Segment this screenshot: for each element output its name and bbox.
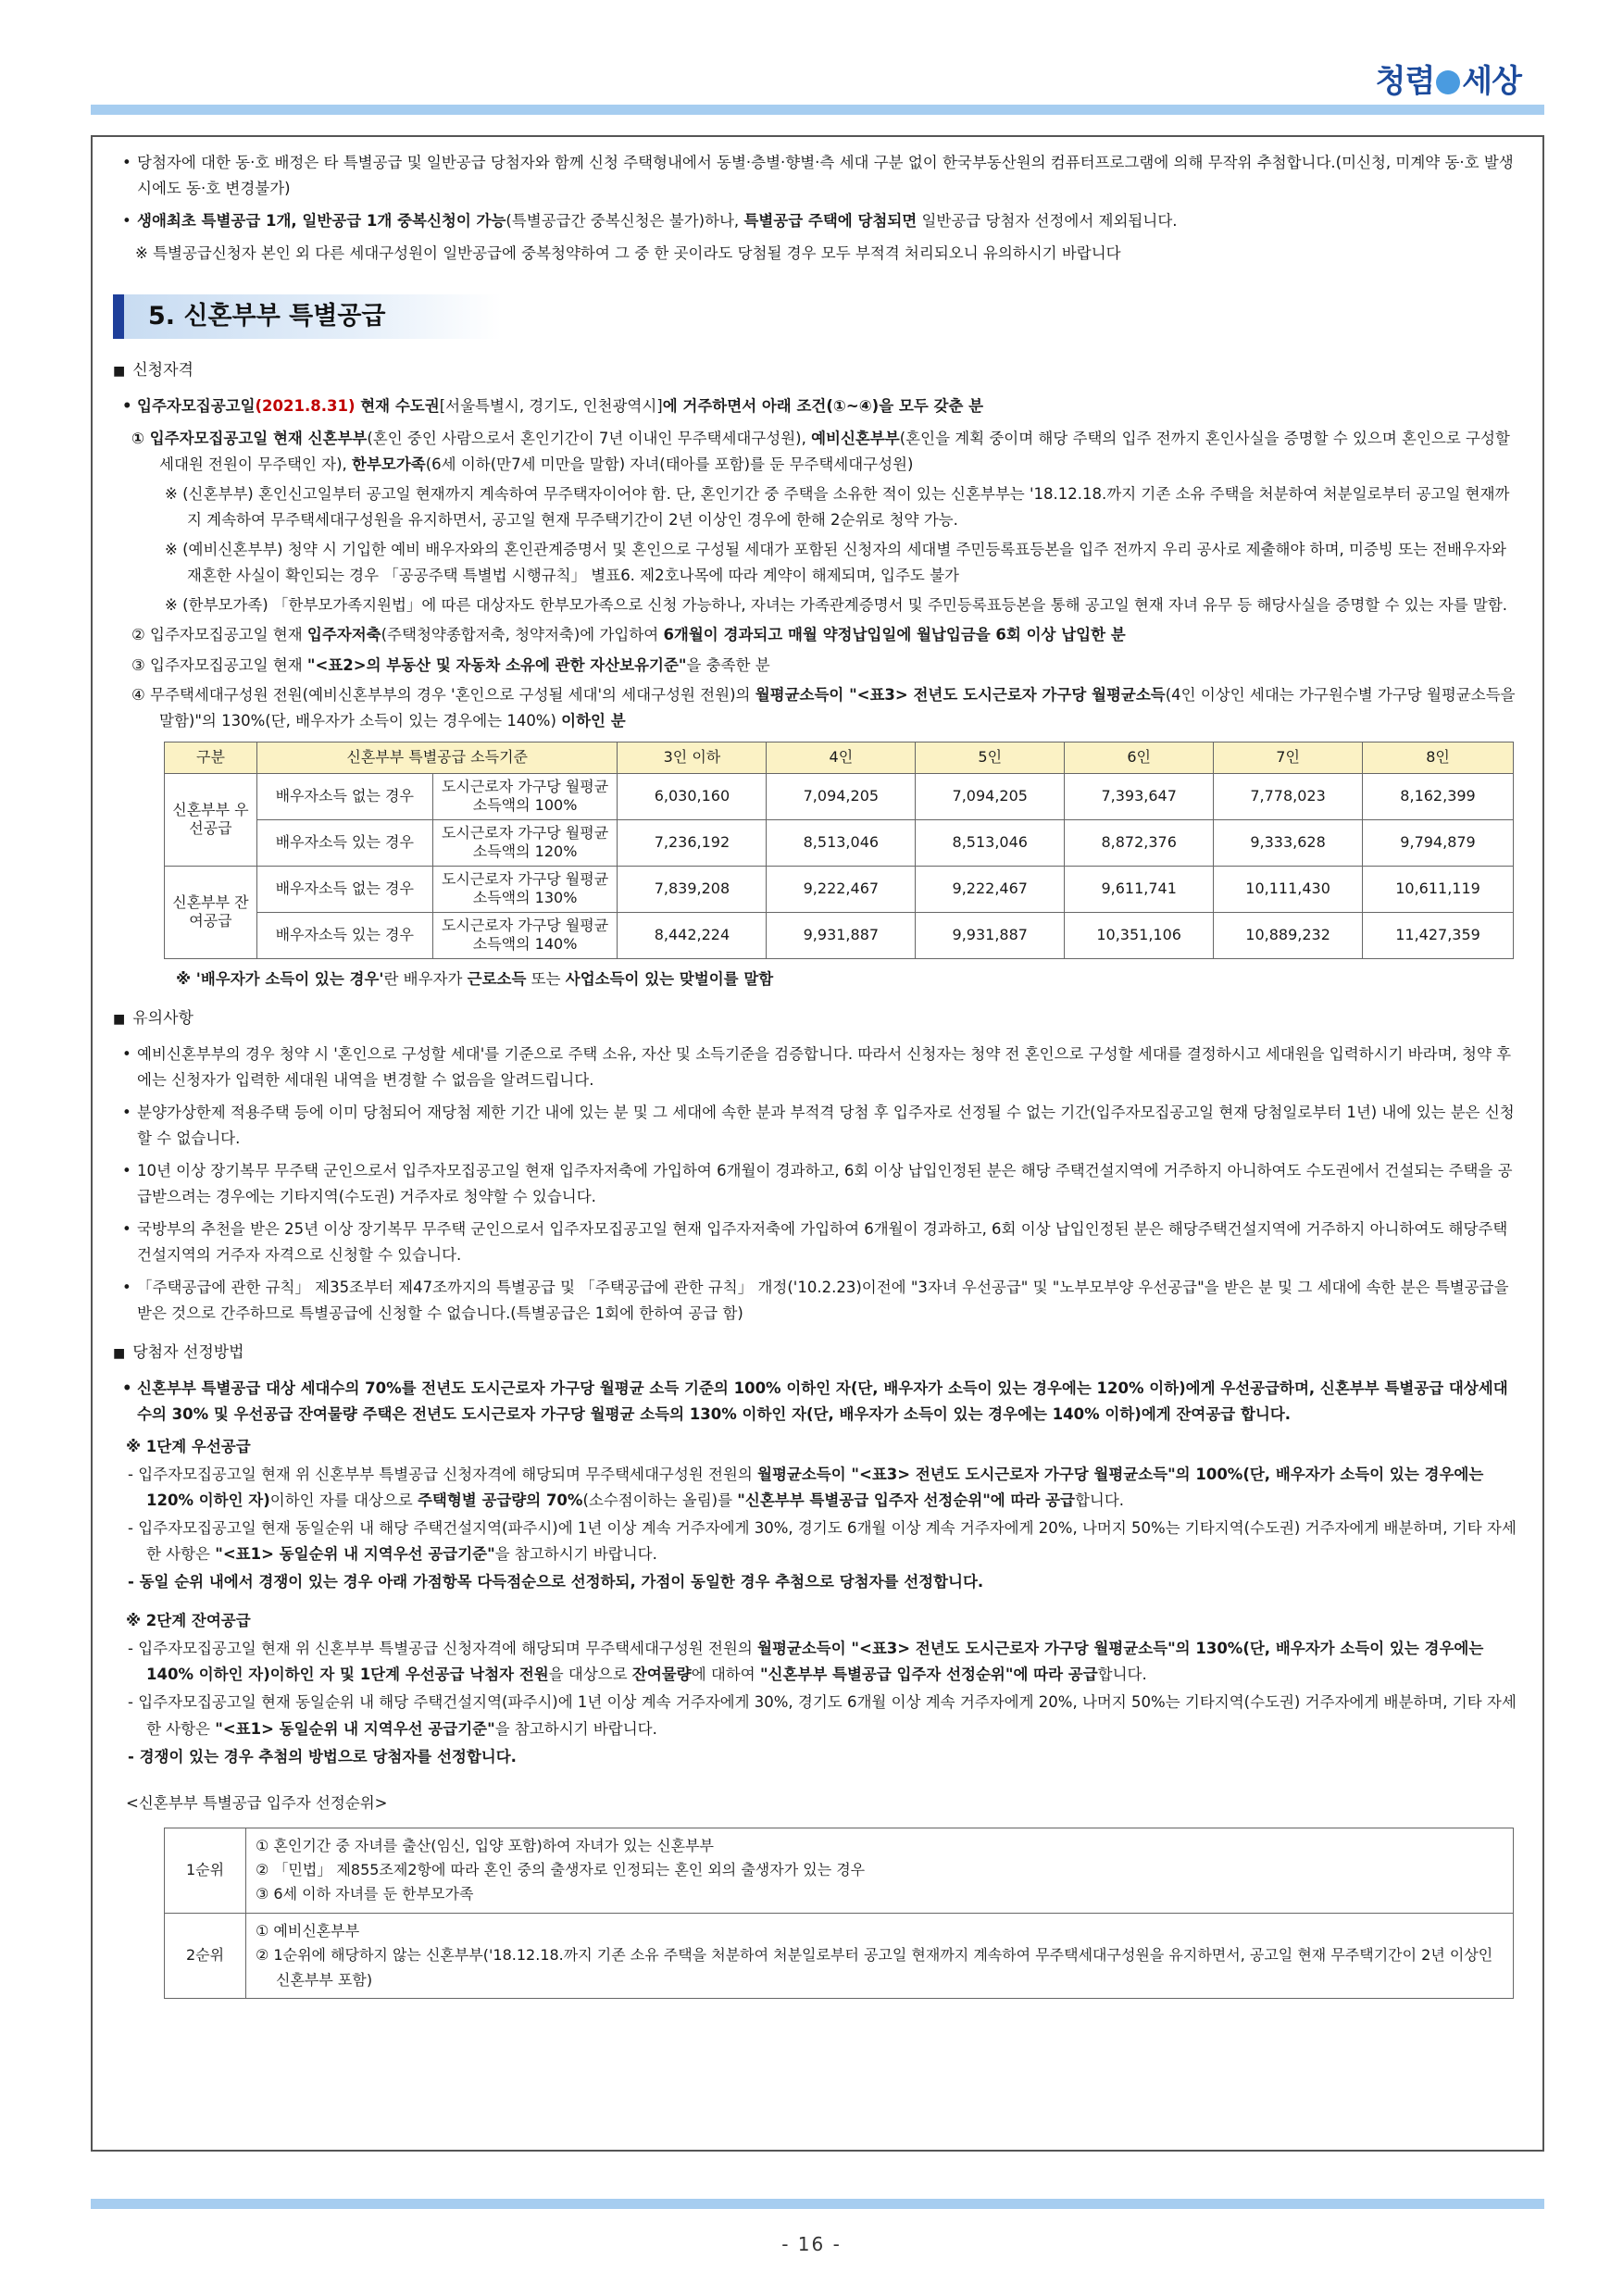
header-4-persons: 4인 <box>767 742 916 773</box>
condition-3: ③ 입주자모집공고일 현재 "<표2>의 부동산 및 자동차 소유에 관한 자산보유기준"을 충족한 분 <box>131 655 770 674</box>
rank-1-label: 1순위 <box>165 1828 246 1913</box>
condition-1-note-single-parent: ※ (한부모가족) 「한부모가족지원법」에 따른 대상자도 한부모가족으로 신청 가능하나, 자녀는 가족관계증명서 및 주민등록표등본을 통해 공고일 현재 자녀 유무 등 해당사실을 증명할 수 있는 자를 말함. <box>165 596 1508 615</box>
condition-1-note-newlywed: ※ (신혼부부) 혼인신고일부터 공고일 현재까지 계속하여 무주택자이어야 함. 단, 혼인기간 중 주택을 소유한 적이 있는 신혼부부는 '18.12.18.까지 기존 소유 주택을 처분하여 처분일로부터 공고일 현재까지 계속하여 무주택세대구성원을 유지하면서, 공고일 현재 무주택기간이 2년 이상인 경우에 한해 2순위로 청약 가능. <box>165 485 1510 530</box>
ranking-title: <신혼부부 특별공급 입주자 선정순위> <box>126 1793 388 1812</box>
stage-1-heading: ※ 1단계 우선공급 <box>126 1438 251 1456</box>
rank-1-items <box>246 1828 1514 1913</box>
list-item: ② 1순위에 해당하지 않는 신혼부부('18.12.18.까지 기존 소유 주택을 처분하여 처분일로부터 공고일 현재까지 계속하여 무주택세대구성원을 유지하면서, 공고일 현재 무주택기간이 2년 이상인 신혼부부 포함) <box>256 1946 1493 1989</box>
header-category: 구분 <box>165 742 257 773</box>
group-remaining: 신혼부부 잔여공급 <box>165 866 257 958</box>
stage-2-item-1: - 입주자모집공고일 현재 위 신혼부부 특별공급 신청자격에 해당되며 무주택세대구성원 전원의 월평균소득이 "<표3> 전년도 도시근로자 가구당 월평균소득"의 130%(단, 배우자가 소득이 있는 경우에는 140% 이하인 자)이하인 자 및 1단계 우선공급 낙첨자 전원을 대상으로 잔여물량에 대하여 "신혼부부 특별공급 입주자 선정순위"에 따라 공급합니다. <box>128 1640 1484 1684</box>
list-item: ① 혼인기간 중 자녀를 출산(임신, 입양 포함)하여 자녀가 있는 신혼부부 <box>256 1836 715 1854</box>
caution-bullet-1: • 예비신혼부부의 경우 청약 시 '혼인으로 구성할 세대'를 기준으로 주택 소유, 자산 및 소득기준을 검증합니다. 따라서 신청자는 청약 전 혼인으로 구성할 세대를 결정하시고 세대원을 입력하시기 바라며, 청약 후에는 신청자가 입력한 세대원 내역을 변경할 수 없음을 알려드립니다. <box>113 1042 1522 1093</box>
table-row <box>165 1828 1514 1913</box>
table-row: 신혼부부 잔여공급 배우자소득 없는 경우 도시근로자 가구당 월평균소득액의 130% 7,839,208 9,222,467 9,222,467 9,611,741 10,111,430 10,611,119 <box>165 866 1514 912</box>
condition-1: ① 입주자모집공고일 현재 신혼부부(혼인 중인 사람으로서 혼인기간이 7년 이내인 무주택세대구성원), 예비신혼부부(혼인을 계획 중이며 해당 주택의 입주 전까지 혼인사실을 증명할 수 있으며 혼인으로 구성할 세대원 전원이 무주택인 자), 한부모가족(6세 이하(만7세 미만을 말함) 자녀(태아를 포함)를 둔 무주택세대구성원) <box>131 430 1510 474</box>
header-5-persons: 5인 <box>916 742 1065 773</box>
stage-2-item-2: - 입주자모집공고일 현재 동일순위 내 해당 주택건설지역(파주시)에 1년 이상 계속 거주자에게 30%, 경기도 6개월 이상 계속 거주자에게 20%, 나머지 50%는 기타지역(수도권) 거주자에게 배분하며, 기타 자세한 사항은 "<표1> 동일순위 내 지역우선 공급기준"을 참고하시기 바랍니다. <box>128 1693 1517 1738</box>
caution-heading: ■ 유의사항 <box>113 1005 1522 1032</box>
table-row <box>165 1913 1514 1998</box>
header-7-persons: 7인 <box>1214 742 1363 773</box>
rank-2-items <box>246 1913 1514 1998</box>
selection-heading: ■ 당첨자 선정방법 <box>113 1340 1522 1366</box>
ranking-table <box>164 1828 1514 1999</box>
condition-1-note-prospective: ※ (예비신혼부부) 청약 시 기입한 예비 배우자와의 혼인관계증명서 및 혼인으로 구성될 세대가 포함된 신청자의 세대별 주민등록표등본을 입주 전까지 우리 공사로 제출해야 하며, 미증빙 또는 전배우자와 재혼한 사실이 확인되는 경우 「공공주택 특별법 시행규칙」 별표6. 제2호나목에 따라 계약이 해제되며, 입주도 불가 <box>165 541 1506 585</box>
logo-emblem-icon <box>1436 70 1460 94</box>
table-row: 배우자소득 있는 경우 도시근로자 가구당 월평균소득액의 140% 8,442,224 9,931,887 9,931,887 10,351,106 10,889,232 11,427,359 <box>165 912 1514 958</box>
income-standard-table <box>164 742 1514 959</box>
qualification-main: • 입주자모집공고일(2021.8.31) 현재 수도권[서울특별시, 경기도, 인천광역시]에 거주하면서 아래 조건(①~④)을 모두 갖춘 분 <box>113 393 1522 419</box>
stage-1-item-2: - 입주자모집공고일 현재 동일순위 내 해당 주택건설지역(파주시)에 1년 이상 계속 거주자에게 30%, 경기도 6개월 이상 계속 거주자에게 20%, 나머지 50%는 기타지역(수도권) 거주자에게 배분하며, 기타 자세한 사항은 "<표1> 동일순위 내 지역우선 공급기준"을 참고하시기 바랍니다. <box>128 1519 1517 1564</box>
content-frame <box>91 135 1544 2152</box>
intro-bullet-1: • 당첨자에 대한 동·호 배정은 타 특별공급 및 일반공급 당첨자와 함께 신청 주택형내에서 동별·층별·향별·측 세대 구분 없이 한국부동산원의 컴퓨터프로그램에 의해 무작위 추첨합니다.(미신청, 미계약 동·호 발생 시에도 동·호 변경불가) <box>113 150 1522 202</box>
table-header-row <box>165 742 1514 773</box>
list-item: ③ 6세 이하 자녀를 둔 한부모가족 <box>256 1885 474 1903</box>
list-item: ① 예비신혼부부 <box>256 1921 360 1940</box>
income-table-note: ※ '배우자가 소득이 있는 경우'란 배우자가 근로소득 또는 사업소득이 있는 맞벌이를 말함 <box>176 969 774 988</box>
caution-bullet-4: • 국방부의 추천을 받은 25년 이상 장기복무 무주택 군인으로서 입주자모집공고일 현재 입주자저축에 가입하여 6개월이 경과하고, 6회 이상 납입인정된 분은 해당주택건설지역에 거주하지 아니하여도 해당주택건설지역의 거주자 자격으로 신청할 수 있습니다. <box>113 1217 1522 1268</box>
caution-bullet-2: • 분양가상한제 적용주택 등에 이미 당첨되어 재당첨 제한 기간 내에 있는 분 및 그 세대에 속한 분과 부적격 당첨 후 입주자로 선정될 수 없는 기간(입주자모집공고일 현재 당첨일로부터 1년) 내에 있는 분은 신청할 수 없습니다. <box>113 1100 1522 1152</box>
qualification-heading: ■ 신청자격 <box>113 357 1522 384</box>
caution-bullet-3: • 10년 이상 장기복무 무주택 군인으로서 입주자모집공고일 현재 입주자저축에 가입하여 6개월이 경과하고, 6회 이상 납입인정된 분은 해당 주택건설지역에 거주하지 아니하여도 수도권에서 건설되는 주택을 공급받으려는 경우에는 기타지역(수도권) 거주자로 청약할 수 있습니다. <box>113 1158 1522 1210</box>
list-item: ② 「민법」 제855조제2항에 따라 혼인 중의 출생자로 인정되는 혼인 외의 출생자가 있는 경우 <box>256 1861 866 1879</box>
header-income-standard: 신혼부부 특별공급 소득기준 <box>256 742 618 773</box>
rank-2-label: 2순위 <box>165 1913 246 1998</box>
table-row: 배우자소득 있는 경우 도시근로자 가구당 월평균소득액의 120% 7,236,192 8,513,046 8,513,046 8,872,376 9,333,628 9,794,879 <box>165 819 1514 866</box>
stage-2-item-3: - 경쟁이 있는 경우 추첨의 방법으로 당첨자를 선정합니다. <box>128 1747 517 1766</box>
table-row: 신혼부부 우선공급 배우자소득 없는 경우 도시근로자 가구당 월평균소득액의 100% 6,030,160 7,094,205 7,094,205 7,393,647 7,778,023 8,162,399 <box>165 773 1514 819</box>
stage-1-item-3: - 동일 순위 내에서 경쟁이 있는 경우 아래 가점항목 다득점순으로 선정하되, 가점이 동일한 경우 추첨으로 당첨자를 선정합니다. <box>128 1573 984 1591</box>
stage-1-item-1: - 입주자모집공고일 현재 위 신혼부부 특별공급 신청자격에 해당되며 무주택세대구성원 전원의 월평균소득이 "<표3> 전년도 도시근로자 가구당 월평균소득"의 100%(단, 배우자가 소득이 있는 경우에는 120% 이하인 자)이하인 자를 대상으로 주택형별 공급량의 70%(소수점이하는 올림)를 "신혼부부 특별공급 입주자 선정순위"에 따라 공급합니다. <box>128 1466 1484 1510</box>
group-priority: 신혼부부 우선공급 <box>165 773 257 866</box>
intro-note: ※ 특별공급신청자 본인 외 다른 세대구성원이 일반공급에 중복청약하여 그 중 한 곳이라도 당첨될 경우 모두 부적격 처리되오니 유의하시기 바랍니다 <box>135 244 1121 263</box>
intro-bullet-2: • 생애최초 특별공급 1개, 일반공급 1개 중복신청이 가능(특별공급간 중복신청은 불가)하나, 특별공급 주택에 당첨되면 일반공급 당첨자 선정에서 제외됩니다. <box>113 208 1522 234</box>
footer-bar <box>91 2199 1544 2209</box>
header-bar <box>91 105 1544 115</box>
section-title: 5. 신혼부부 특별공급 <box>113 294 502 339</box>
condition-2: ② 입주자모집공고일 현재 입주자저축(주택청약종합저축, 청약저축)에 가입하여 6개월이 경과되고 매월 약정납입일에 월납입금을 6회 이상 납입한 분 <box>131 626 1126 644</box>
page-number: - 16 - <box>781 2233 842 2255</box>
caution-bullet-5: • 「주택공급에 관한 규칙」 제35조부터 제47조까지의 특별공급 및 「주택공급에 관한 규칙」 개정('10.2.23)이전에 "3자녀 우선공급" 및 "노부모부양 우선공급"을 받은 분 및 그 세대에 속한 분은 특별공급을 받은 것으로 간주하므로 특별공급에 신청할 수 없습니다.(특별공급은 1회에 한하여 공급 함) <box>113 1275 1522 1327</box>
stage-2-heading: ※ 2단계 잔여공급 <box>126 1612 251 1630</box>
header-8-persons: 8인 <box>1363 742 1514 773</box>
condition-4: ④ 무주택세대구성원 전원(예비신혼부부의 경우 '혼인으로 구성될 세대'의 세대구성원 전원)의 월평균소득이 "<표3> 전년도 도시근로자 가구당 월평균소득(4인 이상인 세대는 가구원수별 가구당 월평균소득을 말함)"의 130%(단, 배우자가 소득이 있는 경우에는 140%) 이하인 분 <box>131 685 1516 730</box>
header-3-persons: 3인 이하 <box>618 742 767 773</box>
logo: 청렴 세상 <box>1375 63 1521 100</box>
header-6-persons: 6인 <box>1065 742 1214 773</box>
selection-main: • 신혼부부 특별공급 대상 세대수의 70%를 전년도 도시근로자 가구당 월평균 소득 기준의 100% 이하인 자(단, 배우자가 소득이 있는 경우에는 120% 이하)에게 우선공급하며, 신혼부부 특별공급 대상세대수의 30% 및 우선공급 잔여물량 주택은 전년도 도시근로자 가구당 월평균 소득의 130% 이하인 자(단, 배우자가 소득이 있는 경우에는 140% 이하)에게 잔여공급 합니다. <box>113 1376 1522 1428</box>
